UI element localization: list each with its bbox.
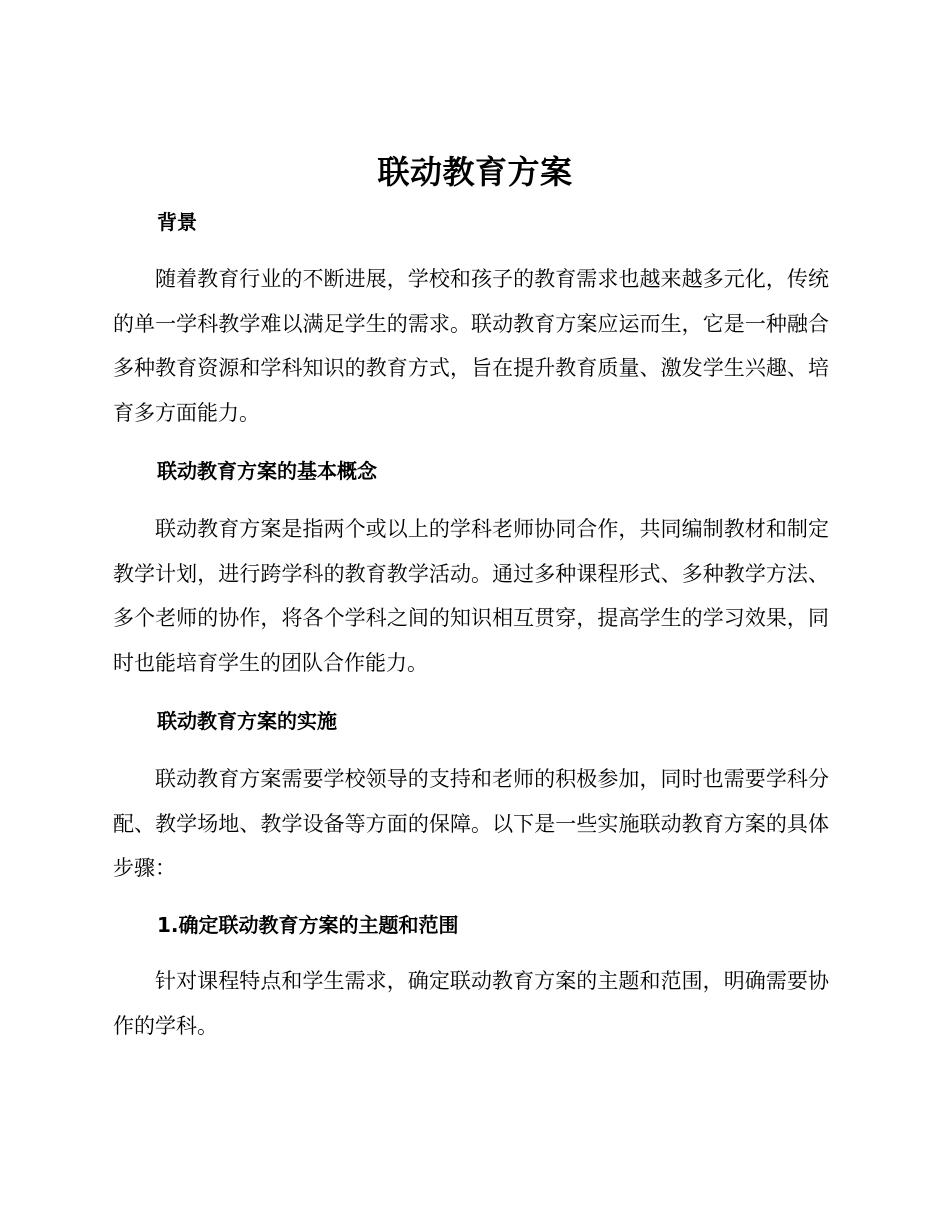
section-paragraph-concept: 联动教育方案是指两个或以上的学科老师协同合作，共同编制教材和制定教学计划，进行跨学科的教育教学活动。通过多种课程形式、多种教学方法、多个老师的协作，将各个学科之间的知识相互贯穿，提高学生的学习效果，同时也能培育学生的团队合作能力。: [113, 517, 829, 675]
section-paragraph-background: 随着教育行业的不断进展，学校和孩子的教育需求也越来越多元化，传统的单一学科教学难以满足学生的需求。联动教育方案应运而生，它是一种融合多种教育资源和学科知识的教育方式，旨在提升教育质量、激发学生兴趣、培育多方面能力。: [113, 267, 829, 425]
document-title: 联动教育方案: [377, 153, 573, 191]
section-heading-background: 背景: [157, 210, 197, 234]
section-heading-step-1: 1.确定联动教育方案的主题和范围: [157, 913, 459, 937]
section-heading-implementation: 联动教育方案的实施: [157, 709, 337, 733]
section-paragraph-step-1: 针对课程特点和学生需求，确定联动教育方案的主题和范围，明确需要协作的学科。: [113, 969, 829, 1038]
section-paragraph-implementation: 联动教育方案需要学校领导的支持和老师的积极参加，同时也需要学科分配、教学场地、教学设备等方面的保障。以下是一些实施联动教育方案的具体步骤：: [113, 767, 829, 880]
section-heading-concept: 联动教育方案的基本概念: [157, 459, 377, 483]
